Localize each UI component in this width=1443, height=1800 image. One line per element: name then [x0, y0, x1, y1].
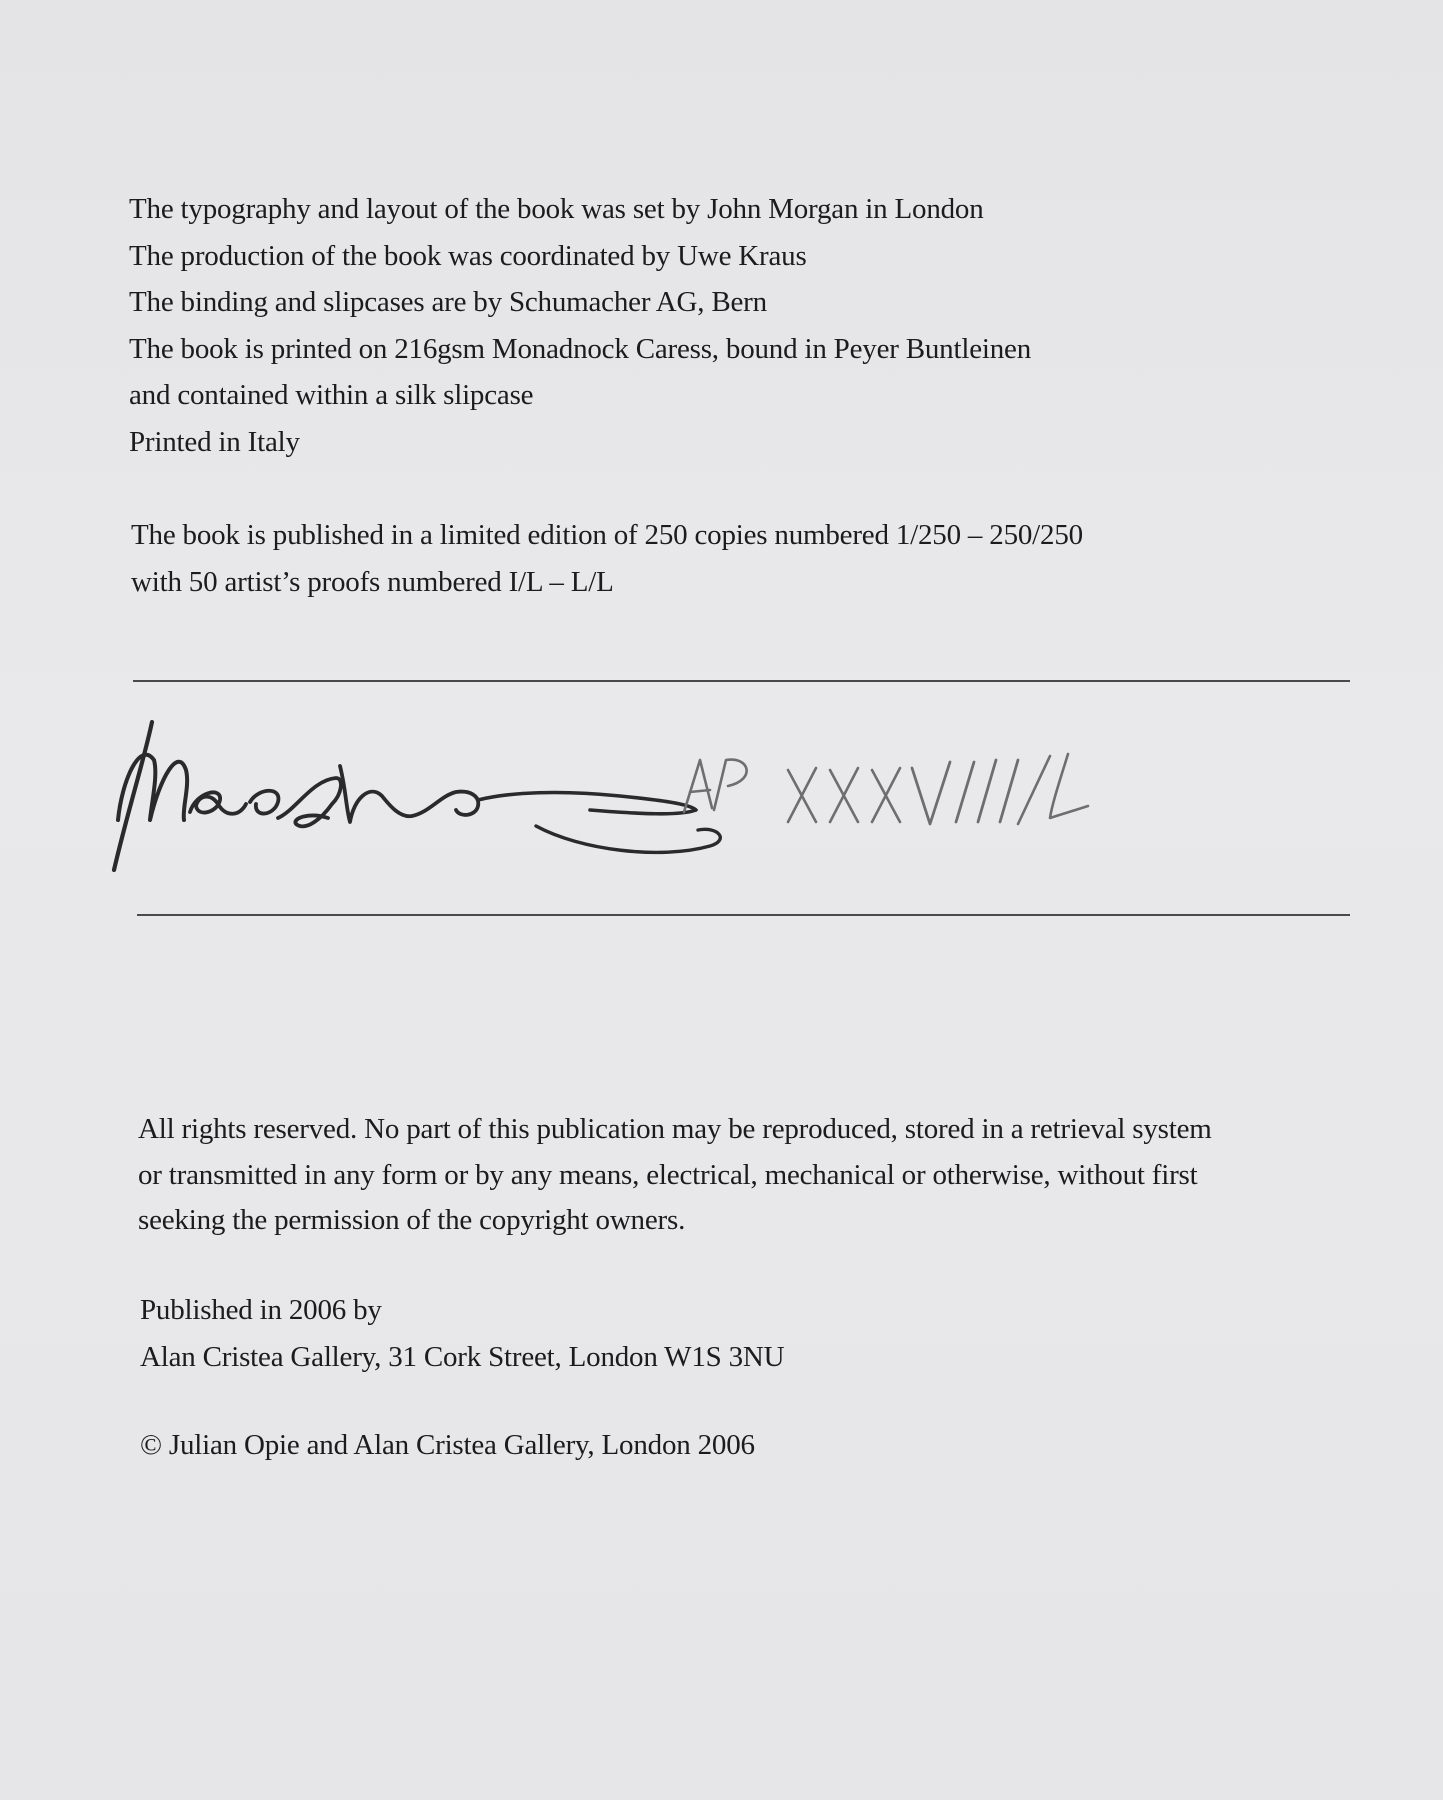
- edition-statement: [131, 512, 1083, 605]
- rights-line: or transmitted in any form or by any means, electrical, mechanical or otherwise, without first: [138, 1158, 1198, 1191]
- credit-line: The binding and slipcases are by Schumacher AG, Bern: [129, 286, 767, 318]
- credit-line: and contained within a silk slipcase: [129, 379, 534, 411]
- credit-line: The typography and layout of the book was set by John Morgan in London: [129, 193, 984, 225]
- copyright-line: © Julian Opie and Alan Cristea Gallery, London 2006: [140, 1429, 755, 1461]
- signature-ink: [114, 722, 1088, 870]
- publisher-line: Published in 2006 by: [140, 1294, 382, 1326]
- credit-line: The production of the book was coordinated by Uwe Kraus: [129, 239, 807, 272]
- publisher-info: [140, 1287, 784, 1380]
- credit-line: Printed in Italy: [129, 425, 300, 458]
- edition-line: The book is published in a limited edition of 250 copies numbered 1/250 – 250/250: [131, 519, 1083, 551]
- rights-statement: [138, 1107, 1212, 1244]
- edition-line: with 50 artist’s proofs numbered I/L – L/L: [131, 565, 614, 598]
- publisher-line: Alan Cristea Gallery, 31 Cork Street, London W1S 3NU: [140, 1340, 785, 1373]
- rights-line: seeking the permission of the copyright owners.: [138, 1204, 686, 1236]
- rights-line: All rights reserved. No part of this publication may be reproduced, stored in a retrieval system: [138, 1113, 1212, 1145]
- production-credits: [129, 186, 1031, 465]
- copyright-notice: [140, 1422, 755, 1469]
- credit-line: The book is printed on 216gsm Monadnock Caress, bound in Peyer Buntleinen: [129, 332, 1032, 365]
- signature-rule-bottom: [137, 914, 1350, 916]
- handwritten-signature: [100, 700, 1260, 900]
- signature-rule-top: [133, 680, 1350, 682]
